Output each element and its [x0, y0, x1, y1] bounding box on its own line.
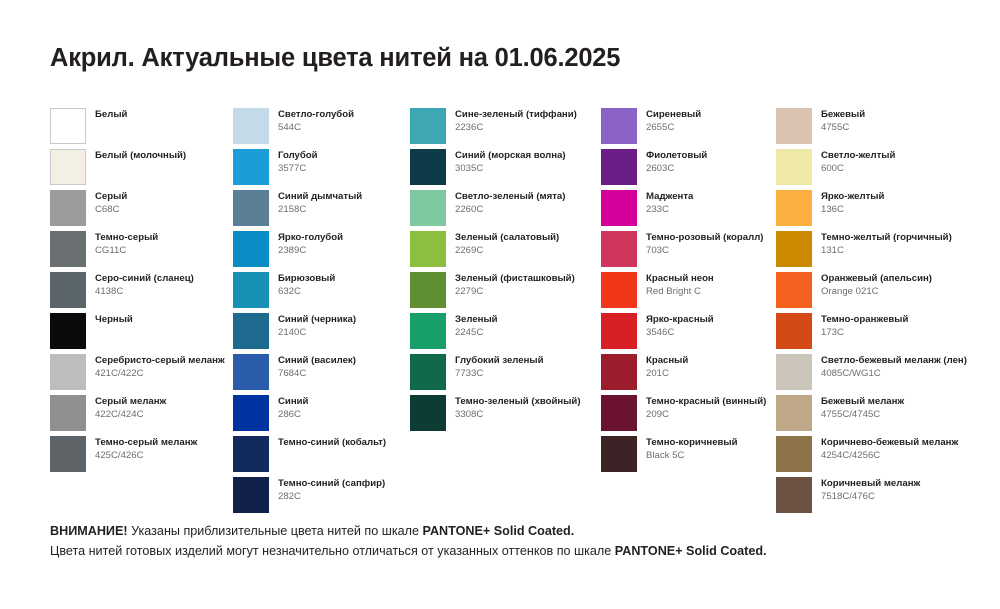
swatch-labels — [821, 395, 904, 420]
color-chip — [50, 231, 86, 267]
color-chip — [776, 190, 812, 226]
swatch-item — [50, 108, 233, 149]
swatch-column-5 — [776, 108, 966, 518]
color-name: Темно-синий (сапфир) — [278, 478, 386, 489]
color-code: 703C — [646, 244, 669, 256]
footer-line-2 — [50, 541, 950, 561]
color-chip — [776, 313, 812, 349]
footer-note — [50, 521, 950, 561]
color-name: Коричневый меланж — [821, 478, 921, 489]
color-name: Темно-зеленый (хвойный) — [455, 396, 581, 407]
swatch-labels — [278, 231, 343, 256]
color-name: Красный — [646, 355, 689, 366]
color-chip — [50, 272, 86, 308]
swatch-labels — [95, 272, 194, 297]
swatch-item — [601, 108, 776, 149]
color-code: Black 5C — [646, 449, 685, 461]
page-title: Акрил. Актуальные цвета нитей на 01.06.2025 — [50, 44, 621, 72]
color-name: Белый (молочный) — [95, 150, 187, 161]
swatch-item — [410, 149, 601, 190]
color-name: Красный неон — [646, 273, 714, 284]
color-code: 2140C — [278, 326, 307, 338]
color-chip — [50, 190, 86, 226]
color-code: 7518C/476C — [821, 490, 875, 502]
color-name: Светло-зеленый (мята) — [455, 191, 566, 202]
color-name: Фиолетовый — [646, 150, 708, 161]
swatch-item — [601, 395, 776, 436]
color-name: Темно-серый — [95, 232, 159, 243]
swatch-item — [50, 313, 233, 354]
color-name: Голубой — [278, 150, 318, 161]
color-code: 3035C — [455, 162, 484, 174]
color-code: 2279C — [455, 285, 484, 297]
color-code: C68C — [95, 203, 120, 215]
color-code: CG11C — [95, 244, 127, 256]
color-chip — [776, 477, 812, 513]
swatch-labels — [95, 149, 186, 163]
color-name: Сине-зеленый (тиффани) — [455, 109, 577, 120]
color-chip — [601, 231, 637, 267]
swatch-labels — [646, 190, 693, 215]
swatch-labels — [278, 190, 362, 215]
color-name: Маджента — [646, 191, 694, 202]
swatch-labels — [278, 354, 356, 379]
swatch-item — [776, 190, 966, 231]
swatch-labels — [95, 395, 166, 420]
swatch-item — [776, 477, 966, 518]
swatch-item — [601, 354, 776, 395]
color-code: 173C — [821, 326, 844, 338]
color-name: Глубокий зеленый — [455, 355, 544, 366]
swatch-labels — [821, 231, 952, 256]
swatch-labels — [646, 108, 701, 133]
color-code: 7684C — [278, 367, 307, 379]
swatch-item — [233, 313, 410, 354]
color-code: 2389C — [278, 244, 307, 256]
color-code: 421C/422C — [95, 367, 144, 379]
color-chip — [776, 395, 812, 431]
swatch-labels — [821, 149, 895, 174]
swatch-labels — [455, 149, 566, 174]
color-code: 600C — [821, 162, 844, 174]
swatch-labels — [95, 190, 127, 215]
swatch-labels — [278, 272, 335, 297]
swatch-labels — [95, 354, 225, 379]
swatch-item — [233, 108, 410, 149]
swatch-labels — [95, 108, 127, 122]
swatch-item — [233, 190, 410, 231]
color-chip — [776, 272, 812, 308]
color-chip — [410, 272, 446, 308]
swatch-item — [233, 149, 410, 190]
color-name: Темно-красный (винный) — [646, 396, 767, 407]
color-chip — [601, 108, 637, 144]
color-code: 2269C — [455, 244, 484, 256]
color-chip — [233, 313, 269, 349]
pantone-label-2: PANTONE+ Solid Coated. — [614, 544, 767, 558]
color-name: Ярко-голубой — [278, 232, 343, 243]
swatch-labels — [455, 190, 565, 215]
color-name: Бежевый меланж — [821, 396, 905, 407]
color-name: Белый — [95, 109, 128, 120]
swatch-labels — [455, 231, 559, 256]
swatch-labels — [821, 313, 908, 338]
swatch-labels — [278, 436, 386, 450]
color-chip — [776, 354, 812, 390]
color-code: 425C/426C — [95, 449, 144, 461]
color-chip — [410, 313, 446, 349]
color-chip — [410, 108, 446, 144]
color-code: 2655C — [646, 121, 675, 133]
color-code: 2260C — [455, 203, 484, 215]
swatch-item — [50, 149, 233, 190]
swatch-item — [601, 149, 776, 190]
color-chip — [50, 149, 86, 185]
color-name: Темно-оранжевый — [821, 314, 909, 325]
color-code: Red Bright C — [646, 285, 701, 297]
color-name: Зеленый (фисташковый) — [455, 273, 575, 284]
color-chip — [410, 354, 446, 390]
pantone-label-1: PANTONE+ Solid Coated. — [422, 524, 575, 538]
color-name: Светло-бежевый меланж (лен) — [821, 355, 967, 366]
swatch-item — [776, 108, 966, 149]
swatch-item — [50, 272, 233, 313]
color-code: 286C — [278, 408, 301, 420]
swatch-item — [410, 231, 601, 272]
swatch-item — [233, 395, 410, 436]
attention-label: ВНИМАНИЕ! — [50, 524, 128, 538]
footer-line-1 — [50, 521, 950, 541]
color-name: Бирюзовый — [278, 273, 336, 284]
swatch-item — [50, 231, 233, 272]
color-code: 544C — [278, 121, 301, 133]
color-name: Светло-голубой — [278, 109, 354, 120]
swatch-column-1 — [50, 108, 233, 518]
color-name: Синий — [278, 396, 309, 407]
swatch-labels — [646, 231, 764, 256]
color-code: 632C — [278, 285, 301, 297]
swatch-column-3 — [410, 108, 601, 518]
swatch-labels — [821, 272, 932, 297]
swatch-column-2 — [233, 108, 410, 518]
swatch-item — [776, 395, 966, 436]
color-code: 282C — [278, 490, 301, 502]
swatch-labels — [455, 272, 575, 297]
swatch-labels — [646, 272, 714, 297]
color-chip — [410, 190, 446, 226]
color-chip — [601, 272, 637, 308]
color-name: Темно-серый меланж — [95, 437, 198, 448]
swatch-item — [410, 395, 601, 436]
color-code: 4085C/WG1C — [821, 367, 881, 379]
color-code: 2236C — [455, 121, 484, 133]
swatch-item — [50, 395, 233, 436]
swatch-item — [776, 149, 966, 190]
swatch-labels — [646, 395, 766, 420]
swatch-labels — [278, 395, 308, 420]
swatch-labels — [646, 313, 714, 338]
swatch-item — [410, 354, 601, 395]
swatch-labels — [646, 149, 707, 174]
color-chip — [233, 436, 269, 472]
color-code: 233C — [646, 203, 669, 215]
color-name: Синий дымчатый — [278, 191, 363, 202]
swatch-item — [601, 436, 776, 477]
color-chip — [776, 108, 812, 144]
swatch-item — [233, 272, 410, 313]
color-code: 4755C/4745C — [821, 408, 881, 420]
color-chip — [233, 354, 269, 390]
swatch-item — [601, 272, 776, 313]
color-code: Orange 021C — [821, 285, 879, 297]
color-code: 7733C — [455, 367, 484, 379]
color-name: Светло-желтый — [821, 150, 896, 161]
color-name: Синий (черника) — [278, 314, 357, 325]
color-code: 2245C — [455, 326, 484, 338]
swatch-item — [233, 477, 410, 518]
swatch-item — [776, 231, 966, 272]
color-chip — [50, 436, 86, 472]
swatch-labels — [455, 395, 581, 420]
color-chip — [50, 108, 86, 144]
color-code: 201C — [646, 367, 669, 379]
footer-line-1-text: Указаны приблизительные цвета нитей по шкале — [127, 524, 423, 538]
swatch-labels — [455, 354, 543, 379]
color-chip — [410, 395, 446, 431]
color-chip — [776, 436, 812, 472]
color-name: Черный — [95, 314, 133, 325]
swatch-item — [776, 313, 966, 354]
color-name: Зеленый (салатовый) — [455, 232, 560, 243]
swatch-labels — [821, 190, 884, 215]
color-chip — [601, 149, 637, 185]
color-code: 4138C — [95, 285, 124, 297]
color-name: Синий (василек) — [278, 355, 356, 366]
swatch-item — [601, 190, 776, 231]
swatch-labels — [646, 354, 688, 379]
swatch-item — [50, 354, 233, 395]
color-code: 2158C — [278, 203, 307, 215]
color-name: Темно-розовый (коралл) — [646, 232, 764, 243]
color-code: 422C/424C — [95, 408, 144, 420]
color-name: Ярко-красный — [646, 314, 714, 325]
swatch-labels — [95, 313, 133, 327]
color-chip — [233, 149, 269, 185]
swatch-item — [233, 231, 410, 272]
swatch-item — [410, 272, 601, 313]
swatch-item — [50, 436, 233, 477]
color-chip — [776, 149, 812, 185]
swatch-labels — [455, 108, 577, 133]
color-name: Сиреневый — [646, 109, 702, 120]
color-chip — [233, 190, 269, 226]
swatch-labels — [278, 477, 385, 502]
color-chip — [50, 354, 86, 390]
color-code: 136C — [821, 203, 844, 215]
swatch-item — [233, 354, 410, 395]
swatch-column-4 — [601, 108, 776, 518]
swatch-labels — [278, 149, 318, 174]
color-name: Коричнево-бежевый меланж — [821, 437, 959, 448]
swatch-item — [776, 272, 966, 313]
color-chip — [50, 313, 86, 349]
swatch-columns — [50, 108, 967, 518]
color-name: Серый меланж — [95, 396, 167, 407]
swatch-labels — [278, 108, 354, 133]
swatch-item — [233, 436, 410, 477]
color-name: Темно-коричневый — [646, 437, 738, 448]
color-chip — [601, 395, 637, 431]
color-name: Оранжевый (апельсин) — [821, 273, 932, 284]
swatch-item — [601, 313, 776, 354]
footer-line-2-text: Цвета нитей готовых изделий могут незначительно отличаться от указанных оттенков по шкале — [50, 544, 615, 558]
color-name: Серо-синий (сланец) — [95, 273, 194, 284]
color-chip — [233, 395, 269, 431]
color-code: 4755C — [821, 121, 850, 133]
swatch-item — [601, 231, 776, 272]
color-chip — [410, 149, 446, 185]
swatch-labels — [278, 313, 356, 338]
color-chip — [50, 395, 86, 431]
swatch-labels — [455, 313, 498, 338]
color-chip — [233, 108, 269, 144]
color-chip — [233, 231, 269, 267]
swatch-item — [776, 354, 966, 395]
swatch-item — [776, 436, 966, 477]
color-name: Серый — [95, 191, 128, 202]
swatch-labels — [95, 436, 197, 461]
swatch-labels — [821, 477, 920, 502]
color-code: 3546C — [646, 326, 675, 338]
swatch-item — [410, 313, 601, 354]
color-chip — [776, 231, 812, 267]
color-code: 131C — [821, 244, 844, 256]
swatch-item — [410, 108, 601, 149]
swatch-labels — [821, 108, 865, 133]
color-code: 3308C — [455, 408, 484, 420]
color-chip — [601, 436, 637, 472]
color-chip — [601, 190, 637, 226]
swatch-labels — [95, 231, 158, 256]
color-code: 2603C — [646, 162, 675, 174]
color-code: 4254C/4256C — [821, 449, 881, 461]
color-name: Синий (морская волна) — [455, 150, 566, 161]
swatch-labels — [821, 354, 967, 379]
swatch-labels — [821, 436, 958, 461]
color-name: Темно-желтый (горчичный) — [821, 232, 952, 243]
color-name: Серебристо-серый меланж — [95, 355, 225, 366]
color-chip — [233, 272, 269, 308]
color-chip — [410, 231, 446, 267]
color-name: Бежевый — [821, 109, 866, 120]
color-chip — [601, 313, 637, 349]
color-chip — [601, 354, 637, 390]
color-chip — [233, 477, 269, 513]
color-code: 209C — [646, 408, 669, 420]
color-name: Темно-синий (кобальт) — [278, 437, 387, 448]
swatch-item — [50, 190, 233, 231]
color-code: 3577C — [278, 162, 307, 174]
swatch-labels — [646, 436, 738, 461]
color-name: Ярко-желтый — [821, 191, 885, 202]
swatch-item — [410, 190, 601, 231]
color-name: Зеленый — [455, 314, 498, 325]
